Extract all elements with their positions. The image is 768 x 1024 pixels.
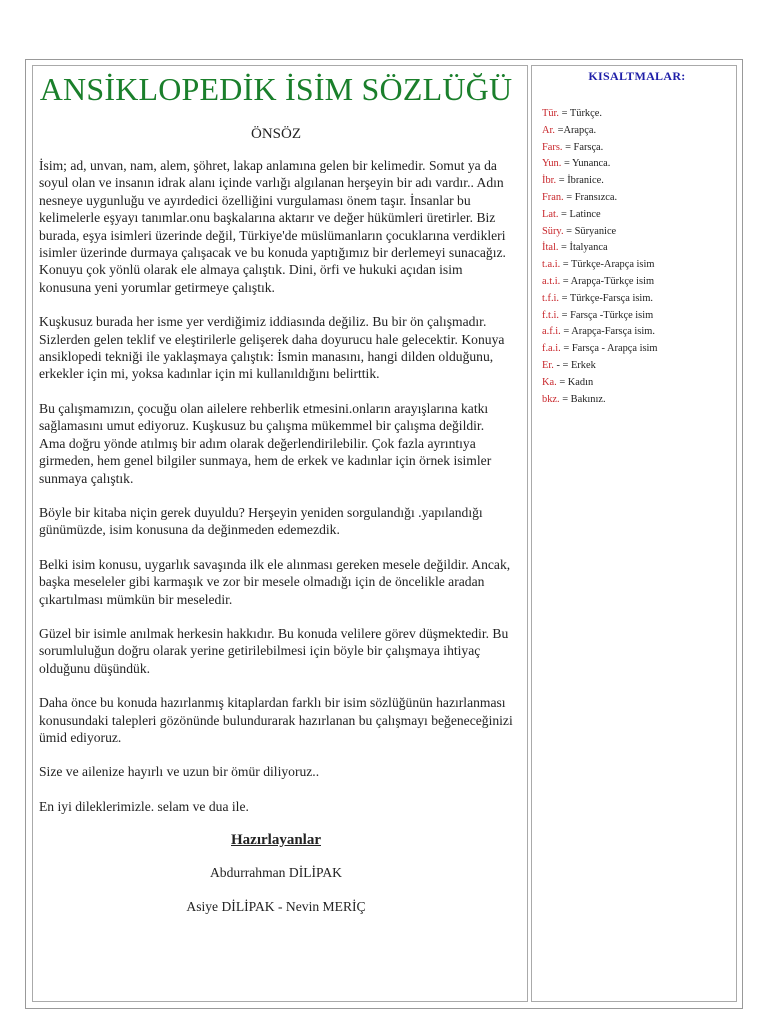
- abbreviation-item: [542, 207, 732, 224]
- preface-paragraph: Daha önce bu konuda hazırlanmış kitaplardan farklı bir isim sözlüğünün hazırlanması konusundaki talepleri gözönünde bulundurarak hazırlanan bu çalışmayı beğeneceğinizi ümid ediyoruz.: [39, 695, 513, 745]
- abbreviation-key: Fars.: [542, 141, 563, 153]
- abbreviation-item: [542, 291, 732, 308]
- abbreviation-meaning: = İbranice.: [556, 175, 604, 187]
- abbreviation-meaning: = Arapça-Farsça isim.: [560, 326, 655, 338]
- abbreviation-key: t.a.i.: [542, 259, 561, 271]
- abbreviation-item: [542, 308, 732, 325]
- abbreviation-meaning: - = Erkek: [553, 359, 596, 371]
- preface-column: [32, 65, 528, 1002]
- abbreviation-meaning: = Türkçe.: [559, 108, 602, 119]
- preface-paragraph: Güzel bir isimle anılmak herkesin hakkıdır. Bu konuda velilere görev düşmektedir. Bu sorumluluğun doğru olarak yerine getirilebilmesi için böyle bir çalışmaya ihtiyaç olduğunu düşündük.: [39, 625, 509, 676]
- abbreviation-item: [542, 375, 732, 392]
- abbreviation-key: Ar.: [542, 124, 555, 136]
- abbreviation-meaning: = Türkçe-Farsça isim.: [559, 292, 653, 304]
- abbreviation-item: [542, 224, 732, 241]
- abbreviation-item: [542, 392, 732, 409]
- abbreviation-meaning: = Kadın: [556, 376, 594, 388]
- abbreviations-column: [531, 65, 737, 1002]
- abbreviation-key: Süry.: [542, 225, 564, 237]
- abbreviation-key: f.a.i.: [542, 343, 561, 355]
- preface-heading: ÖNSÖZ: [250, 126, 301, 142]
- preparer-name: Asiye DİLİPAK - Nevin MERİÇ: [186, 899, 366, 915]
- abbreviation-item: [542, 123, 732, 140]
- abbreviation-meaning: = Farsça - Arapça isim: [560, 343, 658, 355]
- abbreviation-item: [542, 324, 732, 341]
- abbreviation-meaning: = İtalyanca: [558, 242, 608, 254]
- abbreviation-meaning: = Latince: [558, 208, 601, 220]
- preface-paragraph: Bu çalışmamızın, çocuğu olan ailelere rehberlik etmesini.onların arayışlarına katkı sağlamasını umut ediyoruz. Kuşkusuz bu çalışma mükemmel bir çalışma değildir. Ama doğru yönde atılmış bir adım olarak değerlendirilebilir. Çok fazla ayrıntıya girmeden, hem genel bilgiler sunmaya, hem de erkek ve kadınlar için örnek isimler sunmaya çalıştık.: [39, 400, 492, 486]
- abbreviation-item: [542, 274, 732, 291]
- abbreviation-item: [542, 156, 732, 173]
- abbreviation-item: [542, 190, 732, 207]
- abbreviation-meaning: = Arapça-Türkçe isim: [560, 275, 655, 287]
- abbreviation-key: İbr.: [542, 175, 557, 187]
- abbreviation-meaning: = Yunanca.: [561, 158, 611, 170]
- abbreviations-heading: KISALTMALAR:: [588, 69, 686, 83]
- abbreviation-key: Ka.: [542, 376, 557, 388]
- page-title: ANSİKLOPEDİK İSİM SÖZLÜĞÜ: [39, 71, 513, 107]
- abbreviation-meaning: = Süryanice: [563, 225, 617, 237]
- preface-paragraph: Size ve ailenize hayırlı ve uzun bir ömür diliyoruz..: [39, 764, 320, 780]
- abbreviation-key: bkz.: [542, 393, 560, 405]
- abbreviation-meaning: = Farsça -Türkçe isim: [559, 309, 654, 321]
- abbreviations-list: [542, 106, 732, 408]
- preparer-name: Abdurrahman DİLİPAK: [209, 865, 342, 881]
- abbreviation-meaning: =Arapça.: [555, 124, 597, 136]
- preface-paragraph: Belki isim konusu, uygarlık savaşında ilk ele alınması gereken mesele değildir. Ancak, başka meseleler gibi karmaşık ve zor bir mesele olmadığı için de öncelikle aradan çıkartılması mümkün bir meseledir.: [39, 556, 511, 607]
- abbreviation-item: [542, 358, 732, 375]
- abbreviation-key: Yun.: [542, 158, 562, 170]
- preface-paragraph: Kuşkusuz burada her isme yer verdiğimiz iddiasında değiliz. Bu bir ön çalışmadır. Sizlerden gelen teklif ve eleştirilerle gelişerek daha doyurucu hale gelecektir. Konuya ansiklopedi tekniği ile yaklaşmaya çalıştık: İsmin manasını, hangi dilden olduğunu, erkekler için mi, yoksa kadınlar için mi kullanıldığını belirttik.: [39, 314, 505, 382]
- abbreviation-meaning: = Türkçe-Arapça isim: [560, 259, 655, 271]
- abbreviation-key: f.t.i.: [542, 309, 560, 321]
- preface-paragraph: İsim; ad, unvan, nam, alem, şöhret, lakap anlamına gelen bir kelimedir. Somut ya da soyul olan ve insanın idrak alanı içinde varlığı algılanan herşeyin bir adı vardır.. Adın nesneye uygunluğu ve ayırdedici özelliğini vurgulaması önem taşır. İnsanlar bu kelimelerle eşyayı tanımlar.onu başkalarına aktarır ve değer hükümleri üretirler. Biz burada, eşya isimleri üzerinde değil, Türkiye'de müslümanların çocuklarına verdikleri isimler üzerinde durmaya çalışacak ve bu konuda yaptığımız bir derlemeyi sunacağız. Konuyu çok yönlü olarak ele almaya çalıştık. Dini, örfi ve hukuki açıdan isim konusuna yeni yorumlar getirmeye çalıştık.: [39, 158, 506, 295]
- abbreviation-meaning: = Fransızca.: [563, 191, 618, 203]
- abbreviation-meaning: = Bakınız.: [559, 393, 606, 405]
- abbreviation-item: [542, 257, 732, 274]
- preparers-heading: Hazırlayanlar: [231, 832, 321, 849]
- abbreviation-meaning: = Farsça.: [562, 141, 604, 153]
- abbreviation-item: [542, 341, 732, 358]
- abbreviation-key: Lat.: [542, 208, 559, 220]
- abbreviation-key: a.t.i.: [542, 275, 561, 287]
- abbreviation-key: t.f.i.: [542, 292, 560, 304]
- abbreviation-key: Er.: [542, 359, 554, 371]
- abbreviation-key: a.f.i.: [542, 326, 561, 338]
- abbreviation-item: [542, 173, 732, 190]
- abbreviation-key: Tür.: [542, 108, 560, 119]
- abbreviation-key: Fran.: [542, 191, 564, 203]
- abbreviation-item: [542, 240, 732, 257]
- preface-paragraph: En iyi dileklerimizle. selam ve dua ile.: [39, 798, 249, 814]
- abbreviation-key: İtal.: [542, 242, 559, 254]
- abbreviation-item: [542, 140, 732, 157]
- abbreviation-item: [542, 106, 732, 123]
- preface-paragraph: Böyle bir kitaba niçin gerek duyuldu? Herşeyin yeniden sorgulandığı .yapılandığı günümüzde, isim konusuna da değinmeden edemezdik.: [39, 504, 483, 538]
